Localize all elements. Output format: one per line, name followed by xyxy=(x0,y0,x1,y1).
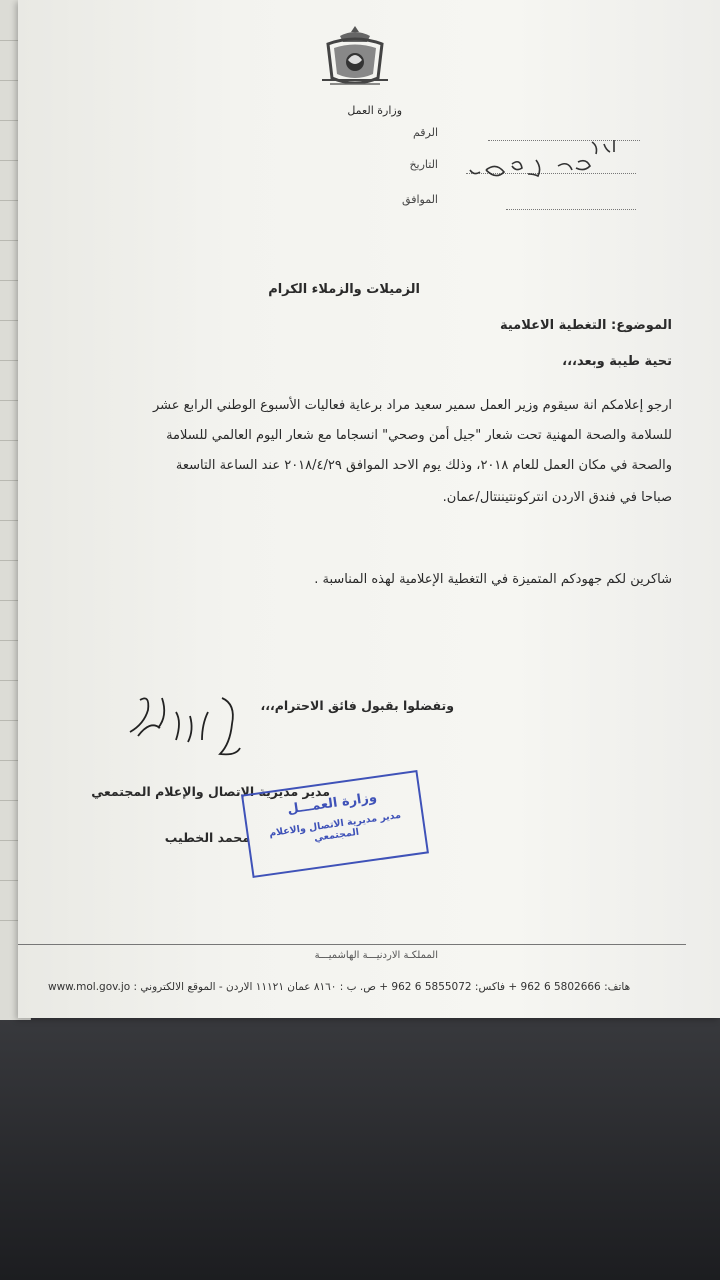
corresponding-label: الموافق xyxy=(402,193,438,206)
ministry-name: وزارة العمل xyxy=(347,104,402,117)
footer-contact: هاتف: 5802666 6 962 + فاكس: 5855072 6 962 + ص. ب : ٨١٦٠ عمان ١١١٢١ الاردن - الموقع الالكتروني : www.mol.gov.jo xyxy=(48,981,631,993)
recipients-line: الزميلات والزملاء الكرام xyxy=(268,282,420,297)
body-line: للسلامة والصحة المهنية تحت شعار "جيل أمن وصحي" انسجاما مع شعار اليوم العالمي للسلامة xyxy=(166,428,672,443)
signer-title: مدير مديرية الإتصال والإعلام المجتمعي xyxy=(91,784,330,799)
greeting-line: تحية طيبة وبعد،،، xyxy=(562,354,672,369)
date-label: التاريخ xyxy=(409,158,438,171)
footer-divider xyxy=(18,944,686,945)
handwritten-signature xyxy=(118,690,268,770)
body-line: والصحة في مكان العمل للعام ٢٠١٨، وذلك يوم الاحد الموافق ٢٠١٨/٤/٢٩ عند الساعة التاسعة xyxy=(175,458,672,473)
signer-name: محمد الخطيب xyxy=(164,830,250,845)
table-surface xyxy=(0,1000,720,1280)
jordan-coat-of-arms-icon xyxy=(318,22,392,90)
body-line: صباحا في فندق الاردن انتركونتيننتال/عمان. xyxy=(442,490,672,505)
number-label: الرقم xyxy=(412,126,438,139)
handwritten-reference-and-date xyxy=(466,140,636,190)
footer-kingdom: المملكـة الاردنيـــة الهاشميـــة xyxy=(314,950,438,961)
stamp-ministry: وزارة العمـــل xyxy=(286,790,378,818)
subject-line: الموضوع: التغطية الاعلامية xyxy=(499,318,672,333)
thanks-line: شاكرين لكم جهودكم المتميزة في التغطية الإعلامية لهذه المناسبة . xyxy=(314,572,672,587)
body-line: ارجو إعلامكم انة سيقوم وزير العمل سمير سعيد مراد برعاية فعاليات الأسبوع الوطني الرابع عشر xyxy=(152,398,672,413)
corresponding-dotted-line xyxy=(506,208,636,210)
stamp-department: مدير مديرية الاتصال والاعلام المجتمعي xyxy=(268,809,402,844)
letter-page xyxy=(18,0,720,1018)
closing-line: وتفضلوا بقبول فائق الاحترام،،، xyxy=(260,698,454,713)
